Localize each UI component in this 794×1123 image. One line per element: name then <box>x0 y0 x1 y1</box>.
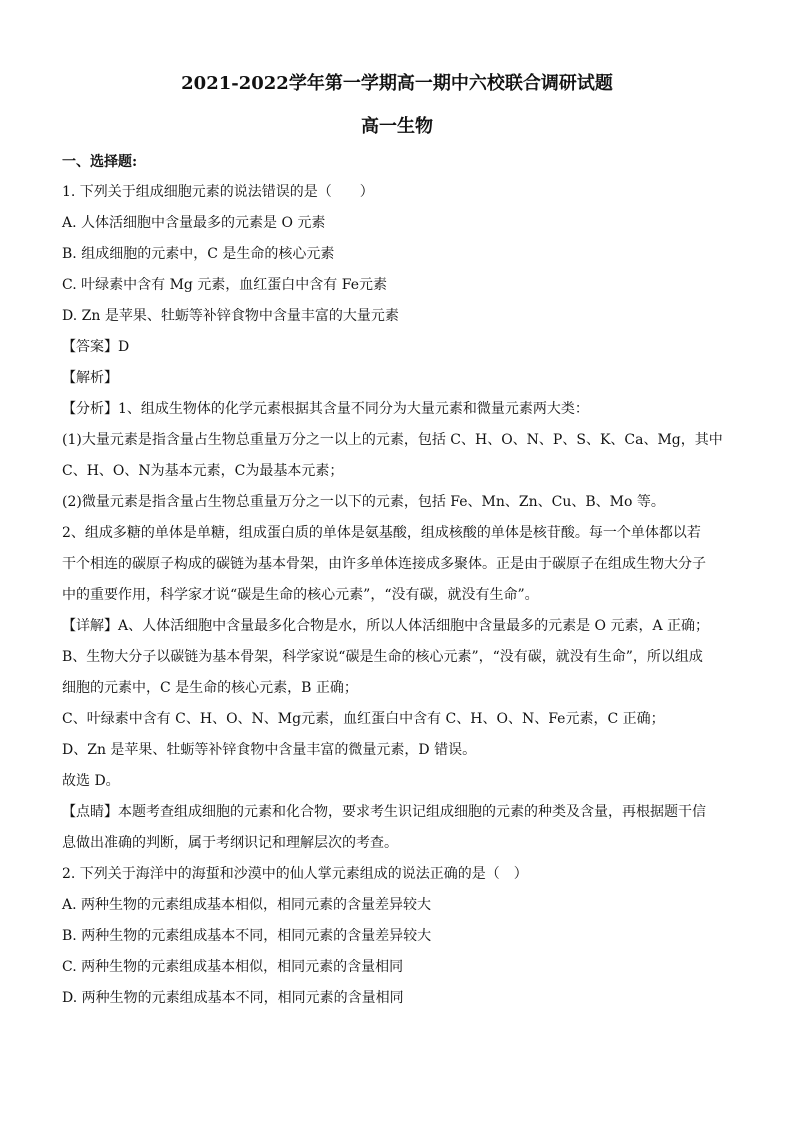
question-1-option-c: C. 叶绿素中含有 Mg 元素，血红蛋白中含有 Fe元素 <box>62 277 387 293</box>
question-1-answer: 【答案】D <box>62 339 130 355</box>
question-2-option-d: D. 两种生物的元素组成基本不同，相同元素的含量相同 <box>62 990 404 1006</box>
explanation-line: 【点睛】本题考查组成细胞的元素和化合物，要求考生识记组成细胞的元素的种类及含量，再根据题干信 <box>62 804 706 820</box>
question-1-option-b: B. 组成细胞的元素中，C 是生命的核心元素 <box>62 246 335 262</box>
explanation-line: 息做出准确的判断，属于考纲识记和理解层次的考查。 <box>62 835 398 851</box>
question-2-option-b: B. 两种生物的元素组成基本不同，相同元素的含量差异较大 <box>62 928 432 944</box>
exam-title: 2021-2022学年第一学期高一期中六校联合调研试题 <box>181 73 613 94</box>
question-1-stem: 1. 下列关于组成细胞元素的说法错误的是（ ） <box>62 184 374 200</box>
explanation-line: 故选 D。 <box>62 773 120 789</box>
explanation-line: C、H、O、N为基本元素，C为最基本元素； <box>62 463 344 479</box>
explanation-line: 中的重要作用，科学家才说“碳是生命的核心元素”，“没有碳，就没有生命”。 <box>62 587 539 603</box>
explanation-line: B、生物大分子以碳链为基本骨架，科学家说“碳是生命的核心元素”，“没有碳，就没有生命”，所以组成 <box>62 649 703 665</box>
section-heading: 一、选择题: <box>62 154 138 170</box>
explanation-line: C、叶绿素中含有 C、H、O、N、Mg元素，血红蛋白中含有 C、H、O、N、Fe元素，C 正确； <box>62 711 665 727</box>
explanation-line: (2)微量元素是指含量占生物总重量万分之一以下的元素，包括 Fe、Mn、Zn、Cu、B、Mo 等。 <box>62 494 665 510</box>
question-2-option-a: A. 两种生物的元素组成基本相似，相同元素的含量差异较大 <box>62 897 432 913</box>
question-2-stem: 2. 下列关于海洋中的海蜇和沙漠中的仙人掌元素组成的说法正确的是（ ） <box>62 866 528 882</box>
question-1-analysis-label: 【解析】 <box>62 370 118 386</box>
question-1-option-d: D. Zn 是苹果、牡蛎等补锌食物中含量丰富的大量元素 <box>62 308 399 324</box>
explanation-line: 【分析】1、组成生物体的化学元素根据其含量不同分为大量元素和微量元素两大类： <box>62 401 589 417</box>
explanation-line: 【详解】A、人体活细胞中含量最多化合物是水，所以人体活细胞中含量最多的元素是 O 元素，A 正确； <box>62 618 710 634</box>
question-2-option-c: C. 两种生物的元素组成基本相似，相同元素的含量相同 <box>62 959 404 975</box>
explanation-line: D、Zn 是苹果、牡蛎等补锌食物中含量丰富的微量元素，D 错误。 <box>62 742 477 758</box>
explanation-line: 干个相连的碳原子构成的碳链为基本骨架，由许多单体连接成多聚体。正是由于碳原子在组成生物大分子 <box>62 556 706 572</box>
explanation-line: 细胞的元素中，C 是生命的核心元素，B 正确； <box>62 680 358 696</box>
exam-subject: 高一生物 <box>361 116 433 137</box>
explanation-line: (1)大量元素是指含量占生物总重量万分之一以上的元素，包括 C、H、O、N、P、S、K、Ca、Mg，其中 <box>62 432 723 448</box>
question-1-option-a: A. 人体活细胞中含量最多的元素是 O 元素 <box>62 215 326 231</box>
explanation-line: 2、组成多糖的单体是单糖，组成蛋白质的单体是氨基酸，组成核酸的单体是核苷酸。每一个单体都以若 <box>62 525 701 541</box>
